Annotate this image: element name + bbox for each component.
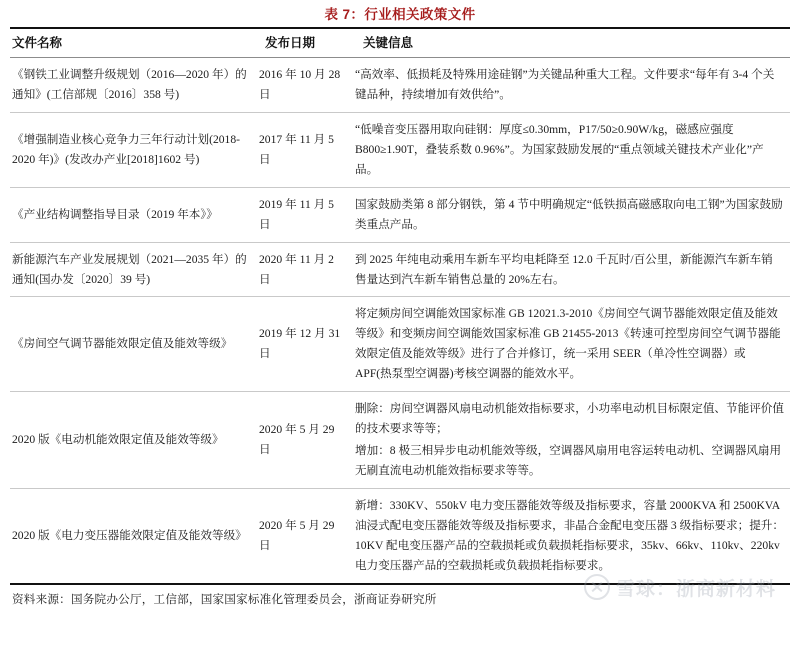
cell-publish-date: 2020 年 5 月 29 日 bbox=[257, 488, 353, 582]
column-header-date: 发布日期 bbox=[265, 36, 316, 50]
cell-key-info bbox=[353, 297, 790, 392]
table-row bbox=[10, 297, 790, 392]
key-info-paragraph: 删除：房间空调器风扇电动机能效指标要求，小功率电动机目标限定值、节能评价值的技术要求等等； bbox=[355, 402, 784, 436]
key-info-paragraph: 增加：8 极三相异步电动机能效等级，空调器风扇用电容运转电动机、空调器风扇用无刷直流电动机能效指标要求等等。 bbox=[355, 444, 782, 477]
policy-table-body bbox=[10, 58, 790, 583]
table-row bbox=[10, 488, 790, 582]
cell-key-info bbox=[353, 187, 790, 242]
cell-document-name: 2020 版《电动机能效限定值及能效等级》 bbox=[10, 392, 257, 489]
table-body bbox=[10, 58, 790, 583]
key-info-paragraph: “高效率、低损耗及特殊用途硅钢”为关键品种重大工程。文件要求“每年有 3-4 个关键品种，持续增加有效供给”。 bbox=[355, 68, 775, 101]
cell-publish-date: 2019 年 12 月 31 日 bbox=[257, 297, 353, 392]
table-row bbox=[10, 112, 790, 187]
table-row bbox=[10, 187, 790, 242]
table-row bbox=[10, 58, 790, 112]
key-info-paragraph: 到 2025 年纯电动乘用车新车平均电耗降至 12.0 千瓦时/百公里，新能源汽车新车销售量达到汽车新车销售总量的 20%左右。 bbox=[355, 252, 773, 286]
cell-document-name: 《产业结构调整指导目录（2019 年本》》 bbox=[10, 187, 257, 242]
cell-publish-date: 2016 年 10 月 28 日 bbox=[259, 68, 341, 101]
cell-document-name: 新能源汽车产业发展规划（2021—2035 年）的通知(国办发〔2020〕39 号) bbox=[10, 242, 257, 297]
cell-publish-date: 2019 年 11 月 5 日 bbox=[257, 187, 353, 242]
table-footer bbox=[10, 578, 790, 607]
table-row bbox=[10, 242, 790, 297]
key-info-paragraph: 将定频房间空调能效国家标准 GB 12021.3-2010《房间空气调节器能效限定值及能效等级》和变频房间空调能效国家标准 GB 21455-2013《转速可控型房间空气调节器能效限定值及能效等级》进行了合并修订，统一采用 SEER（单冷性空调器）或 APF(热泵型空调器)考核空调器的能效水平。 bbox=[355, 307, 781, 381]
key-info-paragraph: 新增：330KV、550kV 电力变压器能效等级及指标要求，容量 2000KVA 和 2500KVA 油浸式配电变压器能效等级及指标要求，非晶合金配电变压器 3 级指标要求；提升：10KV 配电变压器产品的空载损耗或负载损耗指标要求，35kv、66kv、110kv、220kv 电力变压器产品的空载损耗或负载损耗指标要求。 bbox=[355, 498, 784, 572]
cell-key-info bbox=[353, 112, 790, 187]
cell-key-info bbox=[353, 58, 790, 112]
column-header-info: 关键信息 bbox=[363, 36, 414, 50]
cell-key-info bbox=[353, 488, 790, 582]
key-info-paragraph: 国家鼓励类第 8 部分钢铁，第 4 节中明确规定“低铁损高磁感取向电工钢”为国家鼓励类重点产品。 bbox=[355, 197, 783, 231]
cell-publish-date: 2017 年 11 月 5 日 bbox=[257, 112, 353, 187]
cell-document-name: 《钢铁工业调整升级规划（2016—2020 年）的通知》(工信部规〔2016〕358 号) bbox=[12, 68, 247, 101]
key-info-paragraph: “低噪音变压器用取向硅钢：厚度≤0.30mm，P17/50≥0.90W/kg，磁感应强度 B800≥1.90T，叠装系数 0.96%”。为国家鼓励发展的“重点领域关键技术产业化”产品。 bbox=[355, 122, 764, 176]
cell-document-name: 《房间空气调节器能效限定值及能效等级》 bbox=[10, 297, 257, 392]
policy-table bbox=[10, 29, 790, 57]
cell-key-info bbox=[353, 242, 790, 297]
table-caption: 表 7：行业相关政策文件 bbox=[324, 7, 476, 22]
cell-document-name: 2020 版《电力变压器能效限定值及能效等级》 bbox=[10, 488, 257, 582]
source-note: 资料来源：国务院办公厅，工信部，国家国家标准化管理委员会，浙商证券研究所 bbox=[12, 592, 437, 606]
column-header-name: 文件名称 bbox=[12, 36, 63, 50]
cell-document-name: 《增强制造业核心竞争力三年行动计划(2018-2020 年)》(发改办产业[2018]1602 号) bbox=[10, 112, 257, 187]
cell-publish-date: 2020 年 11 月 2 日 bbox=[257, 242, 353, 297]
table-row bbox=[10, 392, 790, 489]
cell-key-info bbox=[353, 392, 790, 489]
cell-publish-date: 2020 年 5 月 29 日 bbox=[257, 392, 353, 489]
table-header bbox=[10, 29, 790, 57]
header-row bbox=[10, 29, 790, 57]
watermark-label: 雪球：浙商新材料 bbox=[615, 578, 776, 600]
